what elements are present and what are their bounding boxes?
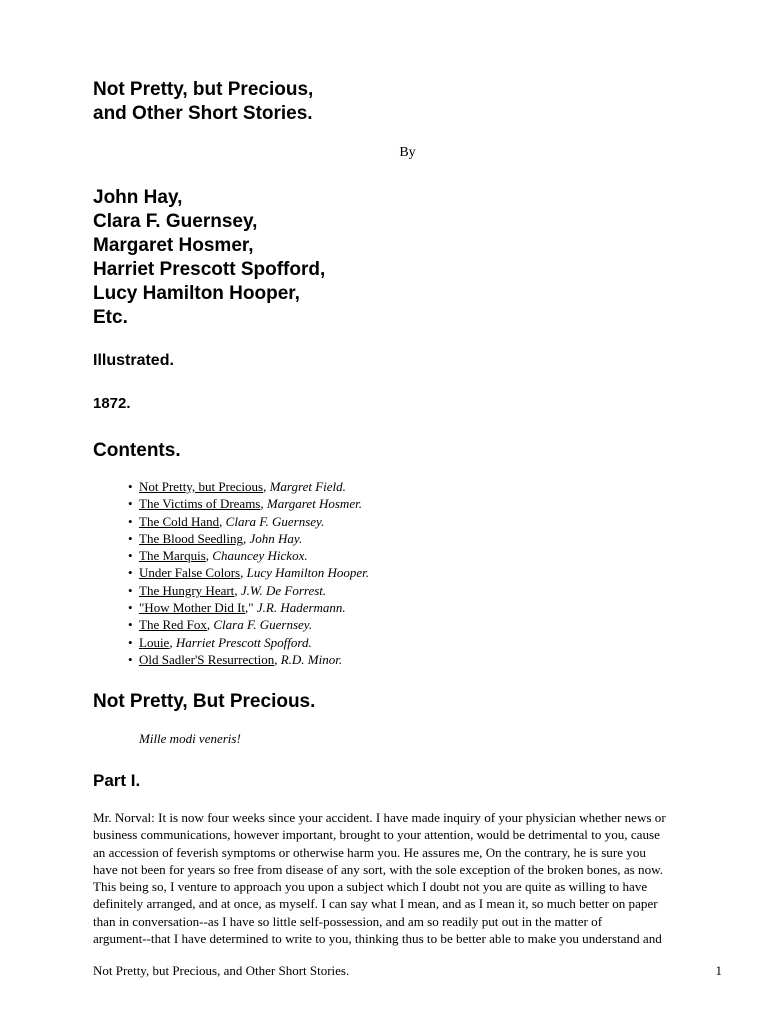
toc-link[interactable]: The Hungry Heart <box>139 582 235 598</box>
toc-separator: , <box>206 617 214 633</box>
page-footer-title: Not Pretty, but Precious, and Other Short Stories. <box>93 963 350 978</box>
author-name: Margaret Hosmer, <box>93 235 254 256</box>
author-name: Clara F. Guernsey, <box>93 211 258 232</box>
toc-author: Margret Field. <box>269 479 346 494</box>
by-line: By <box>399 145 416 160</box>
toc-separator: , <box>234 582 241 598</box>
toc-item <box>128 616 369 633</box>
author-name: John Hay, <box>93 187 183 208</box>
body-line: definitely arranged, and at once, as myself. I can say what I mean, and as I mean it, so much better on paper <box>93 896 658 912</box>
toc-item <box>128 582 369 599</box>
bullet-icon: • <box>128 617 133 633</box>
bullet-icon: • <box>128 600 133 616</box>
book-title <box>93 78 313 126</box>
toc-link[interactable]: Old Sadler'S Resurrection <box>139 651 275 667</box>
toc-separator: , <box>260 496 267 512</box>
bullet-icon: • <box>128 496 133 512</box>
bullet-icon: • <box>128 530 133 546</box>
year-heading: 1872. <box>93 395 131 412</box>
bullet-icon: • <box>128 565 133 581</box>
toc-author: Lucy Hamilton Hooper. <box>246 565 370 581</box>
toc-separator: , <box>263 479 270 494</box>
toc-author: J.R. Hadermann. <box>256 600 346 616</box>
toc-author: Clara F. Guernsey. <box>225 513 325 529</box>
part-heading: Part I. <box>93 771 141 790</box>
illustrated-heading: Illustrated. <box>93 352 174 369</box>
book-title-line: and Other Short Stories. <box>93 103 313 124</box>
bullet-icon: • <box>128 634 133 650</box>
contents-heading: Contents. <box>93 440 181 461</box>
toc-separator: , <box>205 548 213 564</box>
toc-link[interactable]: Under False Colors <box>139 565 241 581</box>
toc-link[interactable]: The Cold Hand <box>139 513 220 529</box>
author-list <box>93 186 325 330</box>
toc-item <box>128 634 369 651</box>
author-name: Etc. <box>93 307 128 328</box>
toc-item <box>128 530 369 547</box>
toc-separator: , <box>169 634 176 650</box>
author-name: Harriet Prescott Spofford, <box>93 259 326 280</box>
toc-link[interactable]: Not Pretty, but Precious <box>139 479 264 494</box>
toc-author: J.W. De Forrest. <box>240 582 327 598</box>
body-line: than in conversation--as I have so little self-possession, and am so readily put out in the matter of <box>93 913 603 929</box>
bullet-icon: • <box>128 479 133 494</box>
toc-item <box>128 513 369 530</box>
toc-separator: , <box>240 565 247 581</box>
toc-author: John Hay. <box>249 530 303 546</box>
story-heading: Not Pretty, But Precious. <box>93 691 316 712</box>
toc-link[interactable]: The Red Fox <box>139 617 207 633</box>
toc-item <box>128 599 369 616</box>
epigraph: Mille modi veneris! <box>139 731 241 746</box>
toc-separator: , <box>274 651 281 667</box>
toc-item <box>128 478 369 495</box>
toc-link[interactable]: The Marquis <box>139 548 206 564</box>
author-name: Lucy Hamilton Hooper, <box>93 283 300 304</box>
toc-author: Margaret Hosmer. <box>266 496 362 512</box>
toc-separator: , <box>243 530 250 546</box>
bullet-icon: • <box>128 651 133 667</box>
body-line: an accession of feverish symptoms or otherwise harm you. He assures me, On the contrary, he is sure you <box>93 844 646 860</box>
toc-author: Harriet Prescott Spofford. <box>175 634 312 650</box>
toc-item <box>128 547 369 564</box>
toc-item <box>128 495 369 512</box>
body-line: have not been for years so free from disease of any sort, with the sole exception of the broken bones, as now. <box>93 861 664 877</box>
body-line: business communications, however important, brought to your attention, would be detrimental to you, cause <box>93 827 660 843</box>
bullet-icon: • <box>128 582 133 598</box>
body-line: argument--that I have determined to write to you, thinking thus to be better able to make you understand and <box>93 931 662 947</box>
body-paragraph <box>93 809 723 947</box>
toc-author: R.D. Minor. <box>280 651 343 667</box>
toc-item <box>128 564 369 581</box>
toc-item <box>128 651 369 668</box>
body-line: This being so, I venture to approach you upon a subject which I doubt not you are quite as willing to have <box>93 879 648 895</box>
toc-separator: , <box>219 513 226 529</box>
body-line: Mr. Norval: It is now four weeks since your accident. I have made inquiry of your physician whether news or <box>93 810 666 825</box>
toc-link[interactable]: Louie <box>139 634 170 650</box>
book-title-line: Not Pretty, but Precious, <box>93 79 314 100</box>
table-of-contents <box>128 478 369 668</box>
toc-author: Clara F. Guernsey. <box>213 617 313 633</box>
toc-separator: ," <box>245 600 257 616</box>
toc-link[interactable]: The Victims of Dreams <box>139 496 261 512</box>
bullet-icon: • <box>128 513 133 529</box>
toc-link[interactable]: The Blood Seedling <box>139 530 243 546</box>
toc-link[interactable]: "How Mother Did It <box>139 600 246 616</box>
bullet-icon: • <box>128 548 133 564</box>
page-number: 1 <box>715 963 722 978</box>
toc-author: Chauncey Hickox. <box>212 548 308 564</box>
